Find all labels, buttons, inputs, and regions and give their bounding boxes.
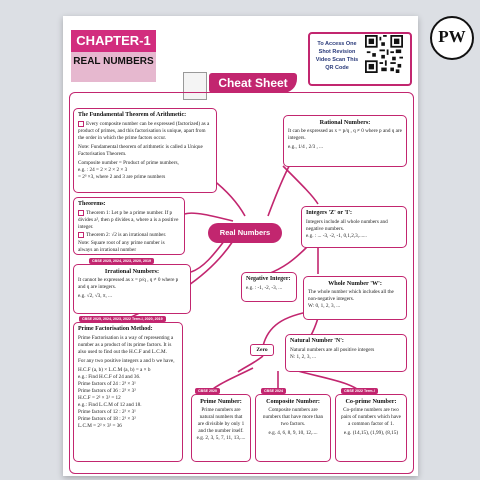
fta-box xyxy=(73,108,217,193)
irrational-cbse-tag: CBSE 2025, 2024, 2023, 2020, 2019 xyxy=(89,258,154,264)
prime-cbse-tag: CBSE 2020 xyxy=(195,388,220,394)
rational-title: Rational Numbers: xyxy=(319,119,371,126)
bullet-icon xyxy=(78,232,84,238)
irrational-box xyxy=(73,264,191,314)
prime-number-box xyxy=(191,394,251,462)
irrational-example: e.g. √2, √3, π, ... xyxy=(78,293,112,299)
fta-title: The Fundamental Theorem of Arithmetic: xyxy=(78,112,187,118)
composite-text: Composite numbers are numbers that have more than two factors. xyxy=(262,407,324,427)
pfm-title: Prime Factorisation Method: xyxy=(78,326,153,332)
fta-text: Every composite number can be expressed (factorized) as a product of primes, and this factorisation is unique, apart from the order in which the prime factors occur. xyxy=(78,121,210,142)
coprime-title: Co-prime Number: xyxy=(345,398,397,405)
rational-example: e.g., 1/4 , 2/3 , ... xyxy=(288,144,324,150)
composite-title: Composite Number: xyxy=(266,398,320,405)
theorem-1: Theorem 1: Let p be a prime number. If p divides a², then p divides a, where a is a positive integer. xyxy=(78,210,179,231)
composite-example: e.g. 4, 6, 8, 9, 10, 12,.... xyxy=(268,430,318,436)
irrational-title: Irrational Numbers: xyxy=(104,268,160,275)
fta-note: Note: Fundamental theorem of arithmetic is called a Unique Factorisation Theorem. xyxy=(78,144,203,158)
whole-number-box xyxy=(303,276,407,320)
fta-line-1: Composite number = Product of prime numbers, xyxy=(78,160,179,167)
theorems-box xyxy=(73,197,185,255)
composite-cbse-tag: CBSE 2024 xyxy=(261,388,286,394)
negative-example: e.g. : -1, -2, -3, ... xyxy=(246,285,283,291)
coprime-example: e.g. (14,15), (1,99), (8,15) xyxy=(343,430,399,436)
pfm-line: L.C.M = 2² × 3² = 36 xyxy=(78,423,122,429)
whole-title: Whole Number 'W': xyxy=(328,280,382,287)
pw-logo xyxy=(430,16,474,60)
prime-text: Prime numbers are natural numbers that are divisible by only 1 and the number itself. xyxy=(197,407,245,434)
irrational-text: It cannot be expressed as x = p/q , q ≠ 0 where p and q are integers. xyxy=(78,277,179,290)
integers-example: e.g. : ... -3, -2, -1, 0,1,2,3,...... xyxy=(306,233,367,239)
pfm-line: Prime factors of 24 : 2³ × 3¹ xyxy=(78,381,136,387)
rational-text: It can be expressed as x = p/q , q ≠ 0 where p and q are integers. xyxy=(288,128,402,141)
theorem-2: Theorem 2: √2 is an irrational number. xyxy=(86,232,167,239)
cheat-sheet-page xyxy=(63,16,418,476)
integers-box xyxy=(301,206,407,248)
whole-text: The whole number which includes all the non-negative integers. xyxy=(308,289,394,302)
prime-title: Prime Number: xyxy=(200,398,242,405)
pfm-line: H.C.F = 2² × 3¹ = 12 xyxy=(78,395,121,401)
natural-title: Natural Number 'N': xyxy=(290,338,344,344)
coprime-text: Co-prime numbers are two pairs of numbers which have a common factor of 1. xyxy=(341,407,401,427)
qr-code-icon[interactable] xyxy=(365,35,403,73)
pfm-cbse-tag: CBSE 2025, 2024, 2023, 2022 Term-I, 2020, 2019 xyxy=(79,316,166,322)
composite-number-box xyxy=(255,394,331,462)
integers-text: Integers include all whole numbers and negative numbers. xyxy=(306,219,388,232)
fta-line-2: e.g. : 24 = 2 × 2 × 2 × 3 xyxy=(78,167,128,174)
zero-node: Zero xyxy=(250,344,274,356)
integers-title: Integers 'Z' or 'I': xyxy=(306,210,353,216)
negative-title: Negative Integer: xyxy=(246,276,291,282)
pfm-line: e.g.: Find H.C.F of 24 and 36. xyxy=(78,374,141,380)
logo-text: PW xyxy=(438,27,466,46)
coprime-cbse-tag: CBSE 2022 Term-I xyxy=(341,388,378,394)
coprime-number-box xyxy=(335,394,407,462)
chapter-label: CHAPTER-1 xyxy=(71,30,156,52)
real-numbers-node: Real Numbers xyxy=(208,223,282,243)
negative-integer-box xyxy=(241,272,297,302)
pfm-line: Prime factors of 36 : 2² × 3² xyxy=(78,388,136,394)
topic-label: REAL NUMBERS xyxy=(73,56,154,67)
natural-number-box xyxy=(285,334,407,372)
prime-example: e.g. 2, 3, 5, 7, 11, 13,.... xyxy=(196,435,246,441)
qr-caption: To Access One Shot Revision Video Scan This QR Code xyxy=(315,41,359,71)
bullet-icon xyxy=(78,121,84,127)
pfm-line: Prime factors of 12 : 2² × 3¹ xyxy=(78,409,136,415)
pfm-line: Prime factors of 18 : 2¹ × 3² xyxy=(78,416,136,422)
pfm-line: e.g.: Find L.C.M of 12 and 18. xyxy=(78,402,142,408)
theorems-title: Theorems: xyxy=(78,201,106,207)
theorems-note: Note: Square root of any prime number is always an irrational number xyxy=(78,240,165,254)
pfm-line: For any two positive integers a and b we have, xyxy=(78,358,175,364)
cheat-sheet-banner: Cheat Sheet xyxy=(209,73,297,93)
whole-example: W: 0, 1, 2, 3, ... xyxy=(308,303,341,309)
pfm-line: H.C.F (a, b) × L.C.M (a, b) = a × b xyxy=(78,367,151,373)
natural-example: N: 1, 2, 3, ... xyxy=(290,354,316,360)
pfm-box xyxy=(73,322,183,462)
rational-box xyxy=(283,115,407,167)
bullet-icon xyxy=(78,210,84,216)
fta-line-3: = 2³ ×3, where 2 and 3 are prime numbers xyxy=(78,174,166,181)
pfm-line: Prime Factorisation is a way of representing a number as a product of its prime factors. It is also used to find out the H.C.F and L.C.M. xyxy=(78,335,174,355)
natural-text: Natural numbers are all positive integers xyxy=(290,347,375,353)
